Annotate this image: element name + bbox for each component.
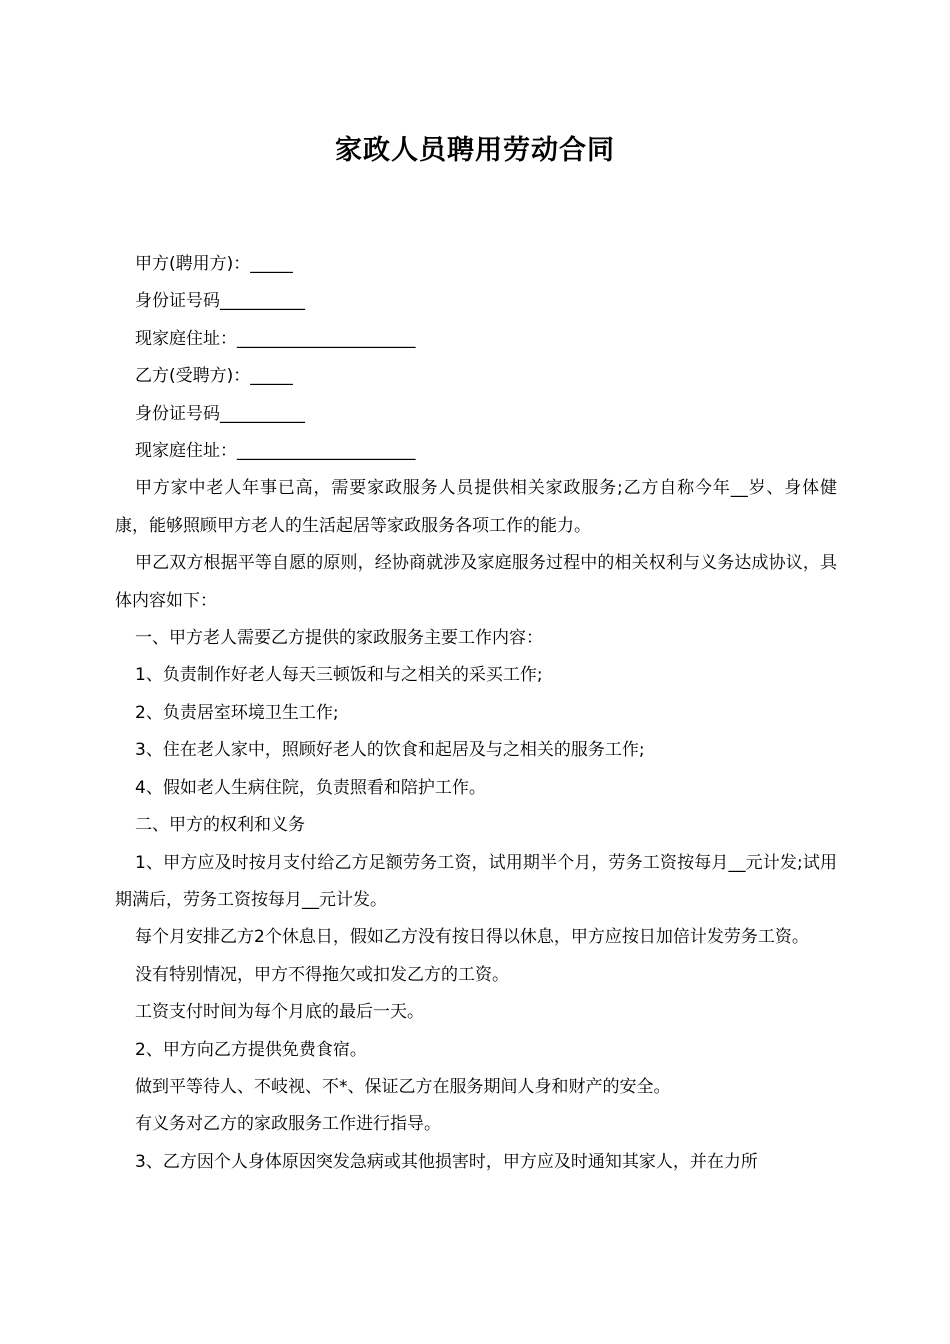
agreement-intro-paragraph: 甲乙双方根据平等自愿的原则，经协商就涉及家庭服务过程中的相关权利与义务达成协议，具体内容如下： (115, 553, 837, 611)
section-1-item-3: 3、住在老人家中，照顾好老人的饮食和起居及与之相关的服务工作; (135, 740, 645, 761)
section-2-item-2: 2、甲方向乙方提供免费食宿。 (135, 1039, 367, 1060)
section-1-item-4: 4、假如老人生病住院，负责照看和陪护工作。 (135, 777, 486, 798)
party-a-name-line: 甲方(聘用方)：_____ (135, 254, 293, 274)
section-2-heading: 二、甲方的权利和义务 (135, 815, 305, 836)
party-a-id-line: 身份证号码__________ (135, 291, 305, 312)
background-paragraph: 甲方家中老人年事已高，需要家政服务人员提供相关家政服务;乙方自称今年__岁、身体健康，能够照顾甲方老人的生活起居等家政服务各项工作的能力。 (115, 478, 837, 536)
party-b-address-line: 现家庭住址：_____________________ (135, 441, 416, 462)
equal-treatment-paragraph: 做到平等待人、不岐视、不*、保证乙方在服务期间人身和财产的安全。 (135, 1076, 671, 1097)
section-2-item-1: 1、甲方应及时按月支付给乙方足额劳务工资，试用期半个月，劳务工资按每月__元计发;试用期满后，劳务工资按每月__元计发。 (115, 852, 837, 910)
section-1-item-1: 1、负责制作好老人每天三顿饭和与之相关的采买工作; (135, 665, 543, 686)
party-b-name-line: 乙方(受聘方)：_____ (135, 366, 293, 387)
document-title: 家政人员聘用劳动合同 (335, 135, 615, 166)
party-b-id-line: 身份证号码__________ (135, 403, 305, 424)
document-body (115, 246, 837, 1181)
section-1-heading: 一、甲方老人需要乙方提供的家政服务主要工作内容： (135, 628, 543, 649)
section-1-item-2: 2、负责居室环境卫生工作; (135, 702, 339, 723)
payday-paragraph: 工资支付时间为每个月底的最后一天。 (135, 1002, 424, 1023)
guidance-paragraph: 有义务对乙方的家政服务工作进行指导。 (135, 1114, 441, 1135)
party-a-address-line: 现家庭住址：_____________________ (135, 328, 416, 349)
section-2-item-3: 3、乙方因个人身体原因突发急病或其他损害时，甲方应及时通知其家人，并在力所 (135, 1151, 758, 1172)
rest-day-paragraph: 每个月安排乙方2个休息日，假如乙方没有按日得以休息，甲方应按日加倍计发劳务工资。 (135, 927, 809, 948)
no-arrears-paragraph: 没有特别情况，甲方不得拖欠或扣发乙方的工资。 (135, 964, 509, 985)
